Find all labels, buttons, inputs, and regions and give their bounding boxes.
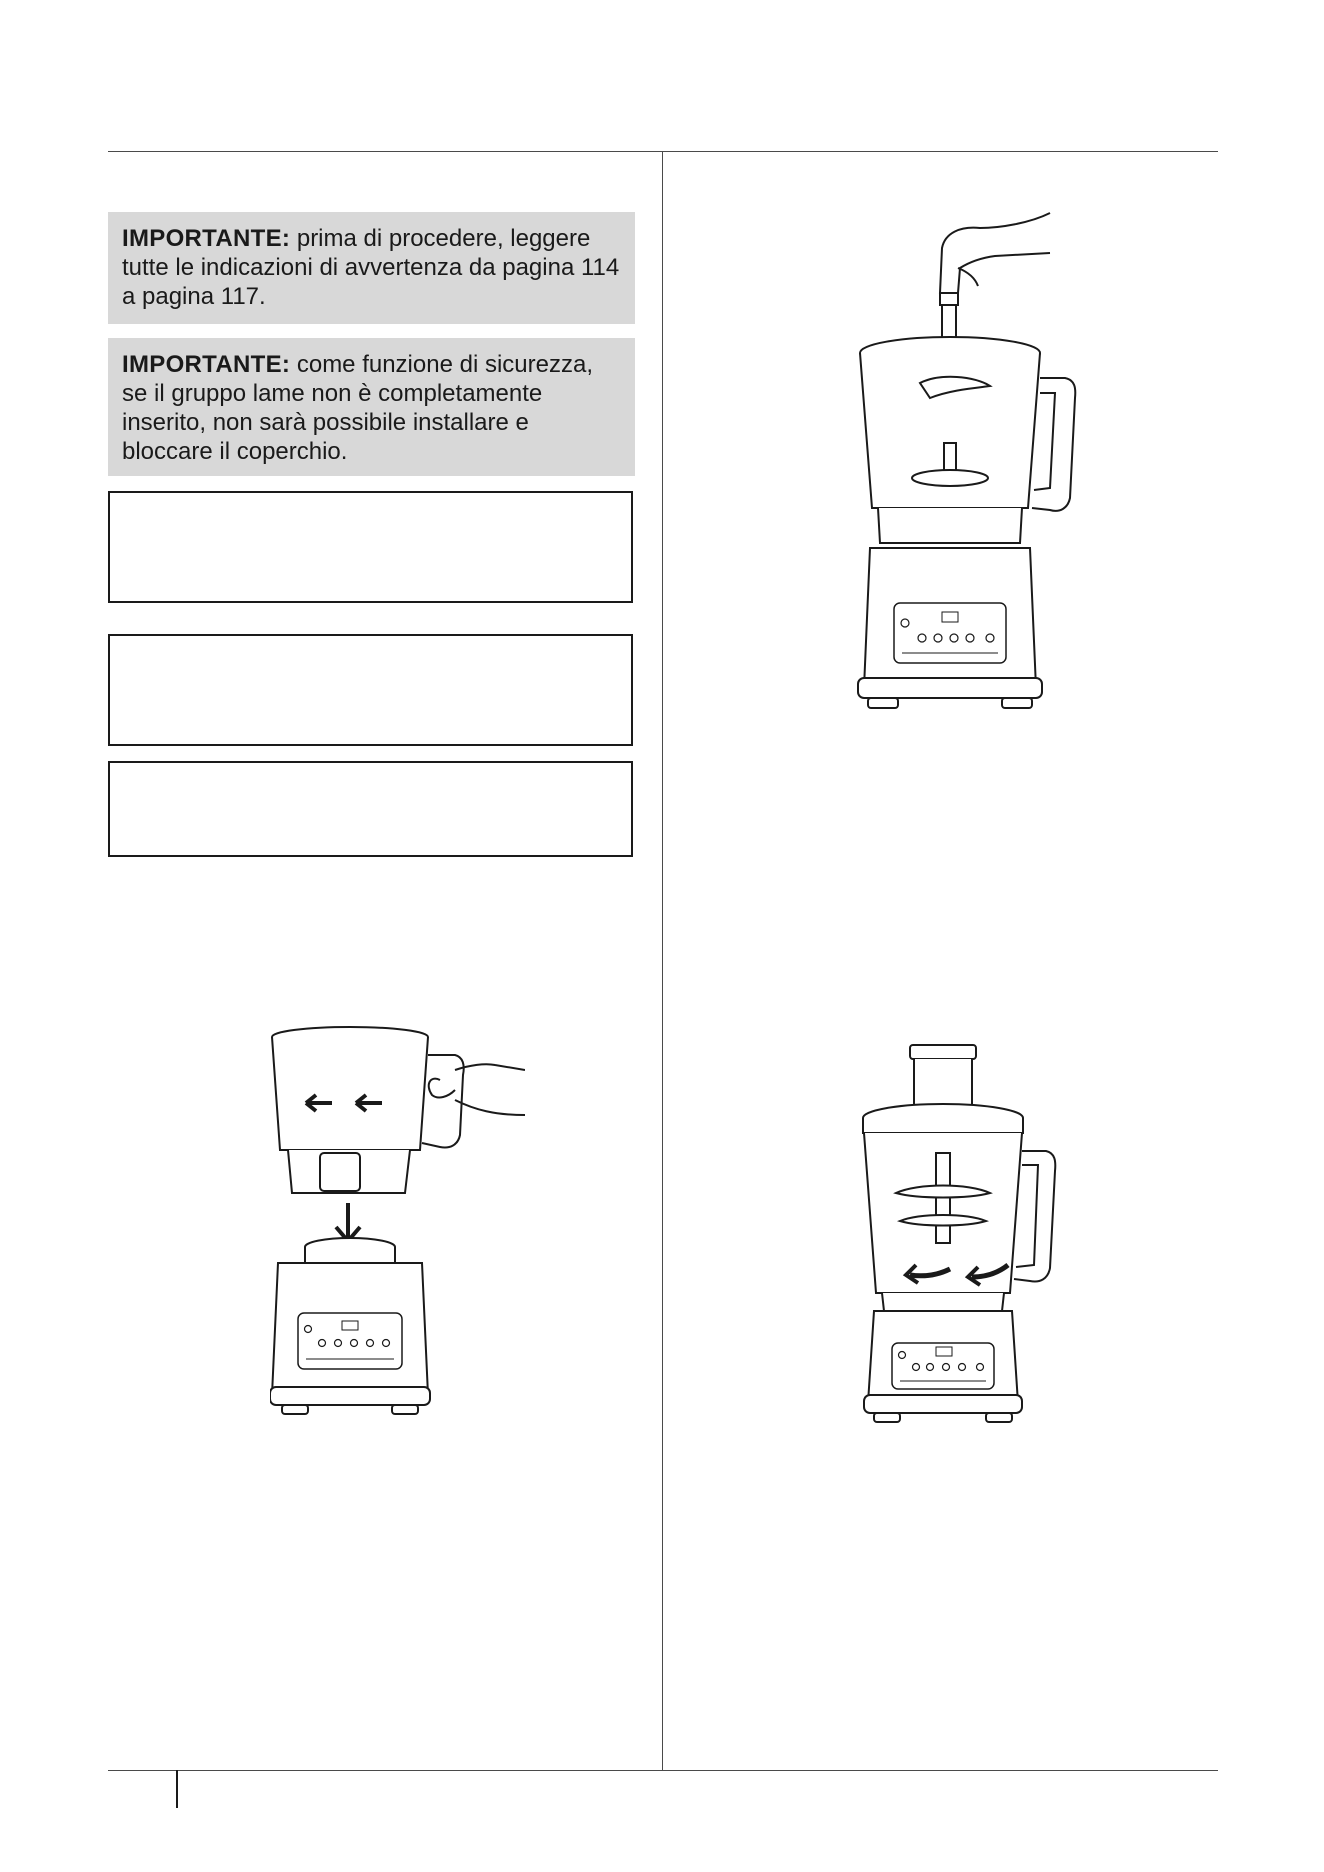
bottom-rule [108, 1770, 1218, 1771]
empty-text-box-3 [108, 761, 633, 857]
column-divider [662, 151, 663, 1770]
important-text: prima di procedere, leggere tutte le indicazioni di avvertenza da pagina 114 a pagina 117. [122, 225, 620, 310]
important-label: IMPORTANTE: [122, 351, 291, 378]
attaching-bowl-to-base-illustration [270, 1025, 525, 1420]
hand-inserting-blade-assembly-illustration [850, 208, 1080, 720]
footer-page-tick [176, 1770, 178, 1808]
important-label: IMPORTANTE: [122, 225, 291, 252]
important-text: come funzione di sicurezza, se il gruppo lame non è completamente inserito, non sarà possibile installare e bloccare il coperchio. [122, 351, 593, 465]
important-note-safety [108, 338, 635, 476]
empty-text-box-1 [108, 491, 633, 603]
rotating-lid-to-lock-illustration [858, 1043, 1058, 1425]
top-rule [108, 151, 1218, 152]
empty-text-box-2 [108, 634, 633, 746]
important-note-warnings [108, 212, 635, 324]
